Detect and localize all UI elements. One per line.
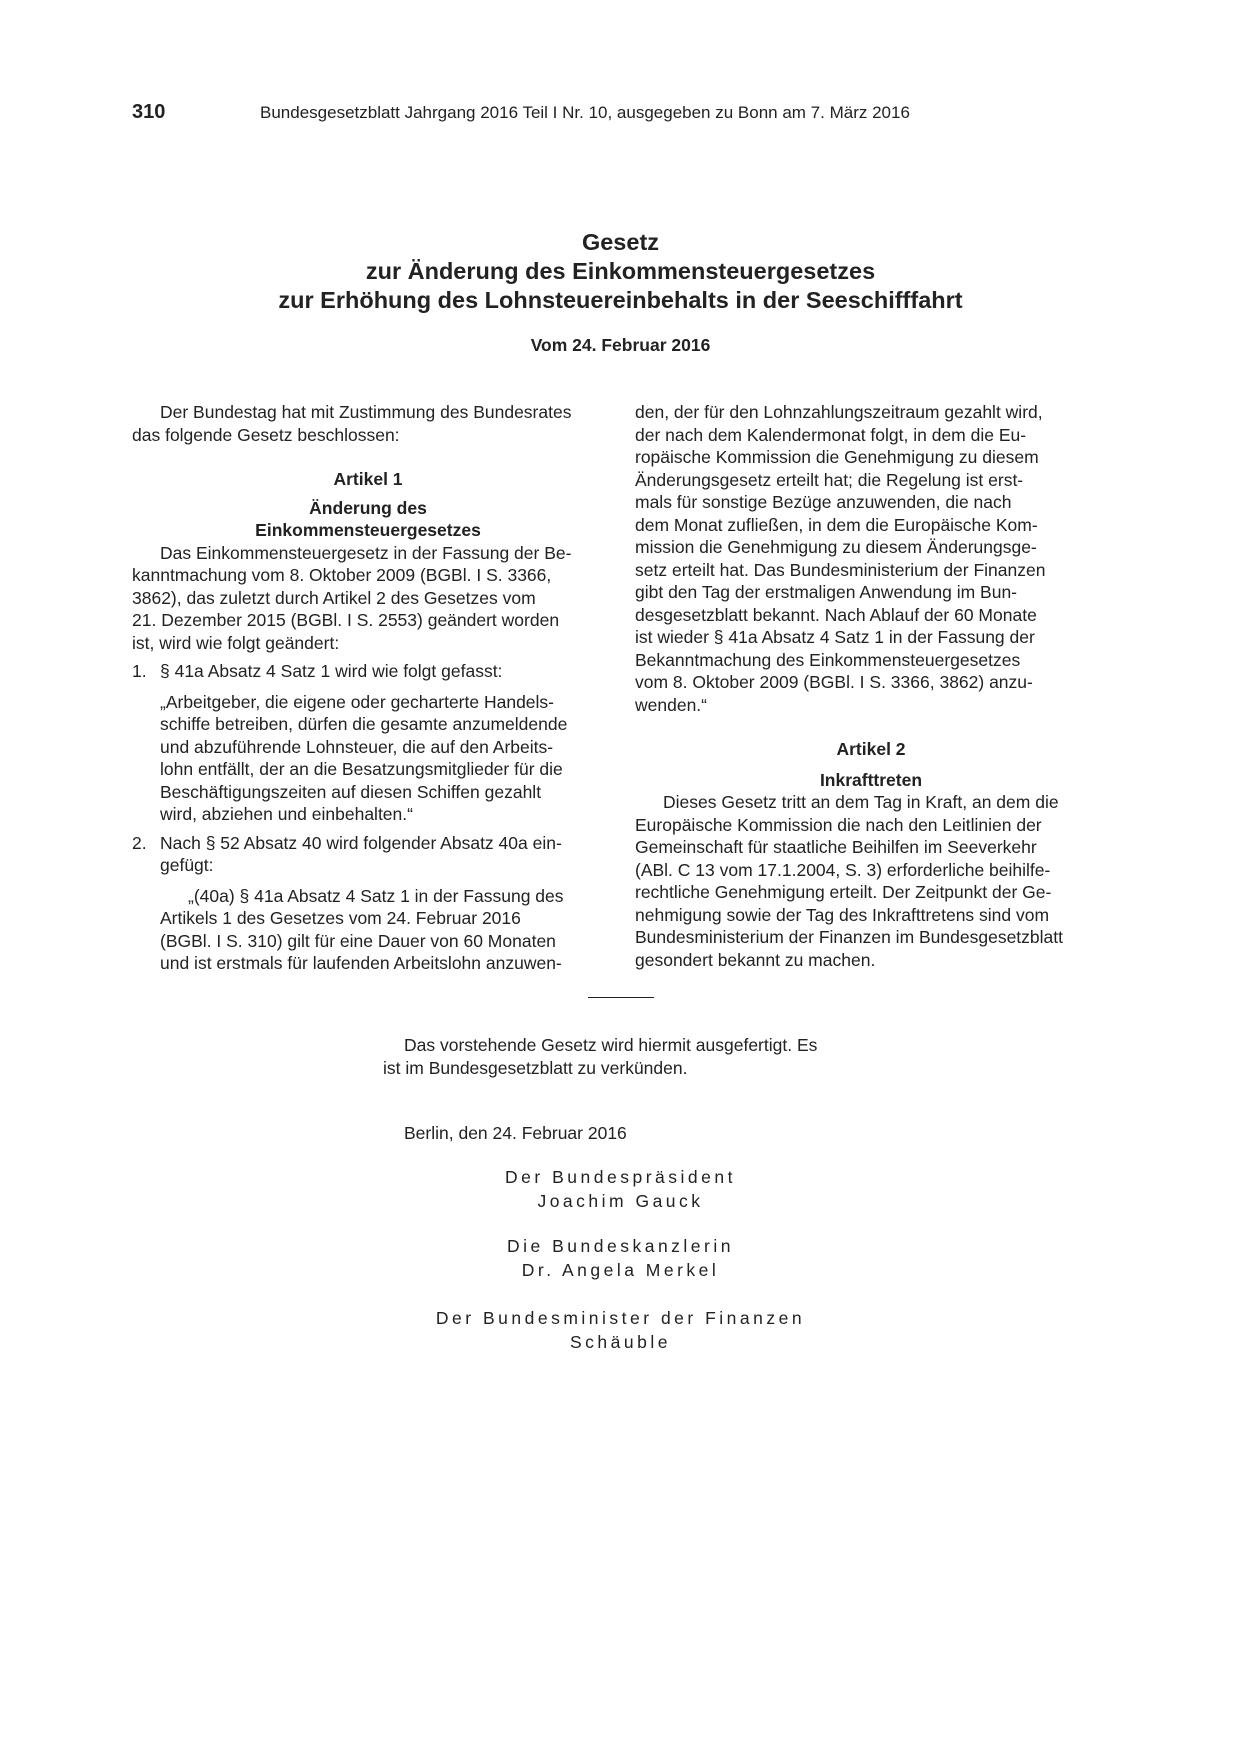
quote-line: Beschäftigungszeiten auf diesen Schiffen gezahlt bbox=[160, 781, 542, 802]
quote-line: schiffe betreiben, dürfen die gesamte anzumeldende bbox=[160, 714, 568, 734]
signatory-role: Der Bundesminister der Finanzen bbox=[435, 1308, 806, 1328]
quote-continuation-line: wenden.“ bbox=[635, 694, 707, 715]
article-2-body-line: (ABl. C 13 vom 17.1.2004, S. 3) erforderliche beihilfe- bbox=[635, 859, 1051, 880]
intro-line-1: Der Bundestag hat mit Zustimmung des Bundesrates bbox=[160, 402, 572, 422]
item-text-line: Nach § 52 Absatz 40 wird folgender Absatz 40a ein- bbox=[160, 832, 562, 853]
running-head: Bundesgesetzblatt Jahrgang 2016 Teil I Nr. 10, ausgegeben zu Bonn am 7. März 2016 bbox=[260, 103, 910, 122]
quote-continuation-line: Bekanntmachung des Einkommensteuergesetzes bbox=[635, 649, 1021, 670]
left-column bbox=[132, 401, 604, 975]
article-1-subheading-1: Änderung des bbox=[309, 497, 427, 518]
signatory-name: Dr. Angela Merkel bbox=[521, 1260, 720, 1280]
item-2-quote bbox=[132, 885, 604, 975]
article-1-body-line: ist, wird wie folgt geändert: bbox=[132, 632, 340, 653]
article-1-body-line: Das Einkommensteuergesetz in der Fassung der Be- bbox=[160, 542, 572, 563]
quote-line: „(40a) § 41a Absatz 4 Satz 1 in der Fassung des bbox=[188, 885, 564, 906]
quote-continuation-line: mals für sonstige Bezüge anzuwenden, die nach bbox=[635, 492, 1012, 512]
quote-continuation-line: desgesetzblatt bekannt. Nach Ablauf der 60 Monate bbox=[635, 604, 1037, 625]
quote-continuation-line: den, der für den Lohnzahlungszeitraum gezahlt wird, bbox=[635, 402, 1043, 422]
article-2-body-line: Dieses Gesetz tritt an dem Tag in Kraft, an dem die bbox=[663, 792, 1059, 812]
item-number: 2. bbox=[132, 832, 147, 853]
article-2-body-line: Europäische Kommission die nach den Leitlinien der bbox=[635, 814, 1042, 835]
title-line-3: zur Erhöhung des Lohnsteuereinbehalts in der Seeschifffahrt bbox=[278, 287, 963, 313]
signatory-role: Die Bundeskanzlerin bbox=[506, 1236, 734, 1256]
article-2-heading: Artikel 2 bbox=[836, 739, 906, 759]
article-2-body-line: Bundesministerium der Finanzen im Bundesgesetzblatt bbox=[635, 927, 1063, 947]
closing-line-1: Das vorstehende Gesetz wird hiermit ausgefertigt. Es bbox=[404, 1035, 818, 1055]
quote-line: und ist erstmals für laufenden Arbeitslohn anzuwen- bbox=[160, 953, 562, 973]
item-1-quote bbox=[132, 691, 604, 826]
quote-continuation-line: gibt den Tag der erstmaligen Anwendung im Bun- bbox=[635, 582, 1018, 602]
article-1-body-line: 3862), das zuletzt durch Artikel 2 des Gesetzes vom bbox=[132, 587, 536, 608]
signature-block-chancellor bbox=[0, 1234, 1241, 1282]
item-text-line: gefügt: bbox=[160, 855, 214, 875]
quote-line: „Arbeitgeber, die eigene oder gecharterte Handels- bbox=[160, 691, 554, 712]
article-2-body-line: Gemeinschaft für staatliche Beihilfen im Seeverkehr bbox=[635, 837, 1037, 857]
article-2-body-line: gesondert bekannt zu machen. bbox=[635, 949, 876, 970]
place-date: Berlin, den 24. Februar 2016 bbox=[404, 1123, 627, 1143]
closing-line-2: ist im Bundesgesetzblatt zu verkünden. bbox=[383, 1058, 688, 1078]
quote-line: und abzuführende Lohnsteuer, die auf den Arbeits- bbox=[160, 736, 554, 757]
signatory-name: Joachim Gauck bbox=[537, 1191, 704, 1211]
page-number: 310 bbox=[132, 101, 166, 123]
article-2-subheading: Inkrafttreten bbox=[819, 769, 923, 790]
article-1-body-line: kanntmachung vom 8. Oktober 2009 (BGBl. I S. 3366, bbox=[132, 565, 552, 585]
intro-line-2: das folgende Gesetz beschlossen: bbox=[132, 424, 400, 445]
quote-line: wird, abziehen und einbehalten.“ bbox=[160, 804, 413, 824]
quote-continuation-line: vom 8. Oktober 2009 (BGBl. I S. 3366, 3862) anzu- bbox=[635, 672, 1033, 692]
signatory-role: Der Bundespräsident bbox=[505, 1167, 736, 1187]
quote-line: lohn entfällt, der an die Besatzungsmitglieder für die bbox=[160, 759, 563, 779]
signature-block-finance-minister bbox=[0, 1306, 1241, 1354]
date-line: Vom 24. Februar 2016 bbox=[530, 335, 711, 355]
quote-continuation-line: mission die Genehmigung zu diesem Änderungsge- bbox=[635, 537, 1037, 557]
article-2-body-line: nehmigung sowie der Tag des Inkrafttretens sind vom bbox=[635, 904, 1050, 925]
article-1-heading: Artikel 1 bbox=[333, 469, 403, 489]
title-line-1: Gesetz bbox=[581, 229, 660, 255]
signatory-name: Schäuble bbox=[570, 1332, 671, 1352]
article-1-subheading-2: Einkommensteuergesetzes bbox=[255, 520, 481, 540]
amendment-item-2 bbox=[132, 832, 604, 855]
quote-line: Artikels 1 des Gesetzes vom 24. Februar 2016 bbox=[160, 908, 521, 928]
quote-line: (BGBl. I S. 310) gilt für eine Dauer von 60 Monaten bbox=[160, 930, 556, 951]
amendment-item-1 bbox=[132, 660, 604, 683]
article-2-body-line: rechtliche Genehmigung erteilt. Der Zeitpunkt der Ge- bbox=[635, 882, 1052, 902]
quote-continuation-line: der nach dem Kalendermonat folgt, in dem die Eu- bbox=[635, 424, 1027, 445]
item-number: 1. bbox=[132, 661, 147, 681]
quote-continuation-line: setz erteilt hat. Das Bundesministerium der Finanzen bbox=[635, 559, 1046, 580]
quote-continuation-line: dem Monat zufließen, in dem die Europäische Kom- bbox=[635, 514, 1038, 535]
quote-continuation-line: Änderungsgesetz erteilt hat; die Regelung ist erst- bbox=[635, 469, 1024, 490]
right-column bbox=[635, 401, 1107, 971]
quote-continuation-line: ist wieder § 41a Absatz 4 Satz 1 in der Fassung der bbox=[635, 627, 1035, 647]
item-text: § 41a Absatz 4 Satz 1 wird wie folgt gefasst: bbox=[160, 661, 503, 681]
signature-block-president bbox=[0, 1165, 1241, 1213]
separator-rule bbox=[588, 997, 654, 998]
law-title bbox=[0, 228, 1241, 315]
title-line-2: zur Änderung des Einkommensteuergesetzes bbox=[365, 258, 876, 284]
article-1-body-line: 21. Dezember 2015 (BGBl. I S. 2553) geändert worden bbox=[132, 610, 560, 630]
quote-continuation-line: ropäische Kommission die Genehmigung zu diesem bbox=[635, 447, 1039, 467]
